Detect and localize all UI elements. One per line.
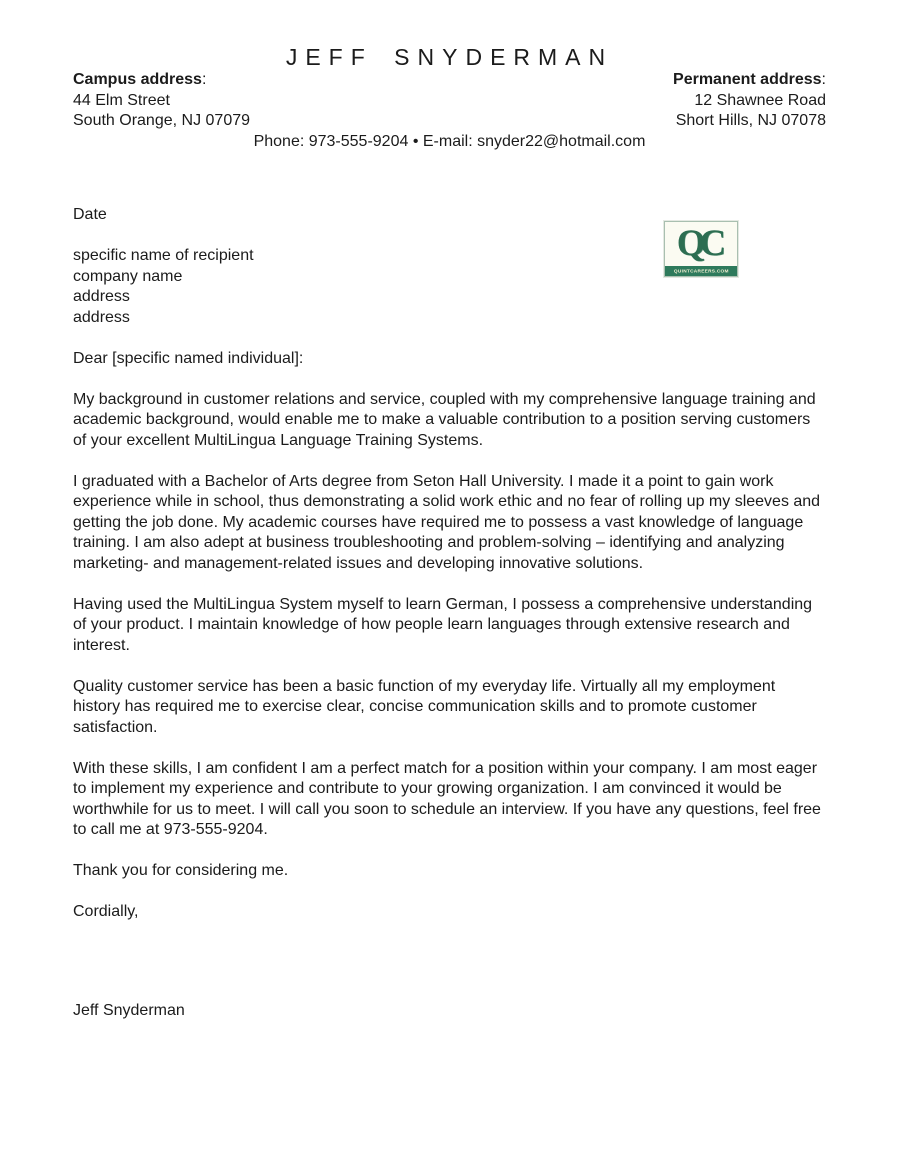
permanent-address-line: 12 Shawnee Road — [694, 91, 826, 109]
campus-address-label: Campus address: — [73, 71, 207, 88]
recipient-line: address — [73, 308, 130, 326]
recipient-line: specific name of recipient — [73, 247, 254, 264]
date-placeholder: Date — [73, 206, 107, 223]
body-paragraph: Having used the MultiLingua System myself to learn German, I possess a comprehensive understanding of your product. I maintain knowledge of how people learn languages through extensive research and interest. — [73, 595, 813, 654]
permanent-address-line: Short Hills, NJ 07078 — [675, 112, 826, 129]
closing-line: Cordially, — [73, 903, 139, 920]
body-paragraph: I graduated with a Bachelor of Arts degree from Seton Hall University. I made it a point to gain work experience while in school, thus demonstrating a solid work ethic and no fear of rolling up my sleeves and getting the job done. My academic courses have required me to possess a vast knowledge of language training. I am also adept at business troubleshooting and problem-solving – identifying and analyzing marketing- and management-related issues and developing innovative solutions. — [73, 472, 821, 572]
campus-address-line: South Orange, NJ 07079 — [73, 112, 251, 129]
permanent-address-label: Permanent address: — [673, 71, 826, 88]
body-paragraph: Quality customer service has been a basic function of my everyday life. Virtually all my employment history has required me to exercise clear, concise communication skills and to promote customer satisfaction. — [73, 677, 776, 736]
qc-logo-caption: QUINTCAREERS.COM — [665, 265, 737, 276]
contact-line: Phone: 973-555-9204 • E-mail: snyder22@hotmail.com — [253, 132, 646, 150]
recipient-line: address — [73, 288, 130, 305]
page-title: JEFF SNYDERMAN — [285, 44, 614, 70]
thanks-line: Thank you for considering me. — [73, 862, 289, 879]
salutation: Dear [specific named individual]: — [73, 349, 304, 367]
campus-address-line: 44 Elm Street — [73, 91, 170, 109]
address-header — [73, 70, 826, 132]
body-paragraph: With these skills, I am confident I am a perfect match for a position within your company. I am most eager to implement my experience and contribute to your growing organization. I am convinced it would be worthwhile for us to meet. I will call you soon to schedule an interview. If you have any questions, feel free to call me at 973-555-9204. — [73, 759, 821, 838]
body-paragraph: My background in customer relations and service, coupled with my comprehensive language training and academic background, would enable me to make a valuable contribution to a position serving customers of your excellent MultiLingua Language Training Systems. — [73, 390, 816, 449]
signature-name: Jeff Snyderman — [73, 1001, 185, 1019]
campus-address-block — [73, 70, 250, 132]
letter-body — [73, 205, 826, 1021]
qc-monogram-icon: QC — [676, 222, 721, 264]
quintcareers-logo — [664, 221, 738, 277]
permanent-address-block — [673, 70, 826, 132]
recipient-line: company name — [73, 267, 183, 285]
